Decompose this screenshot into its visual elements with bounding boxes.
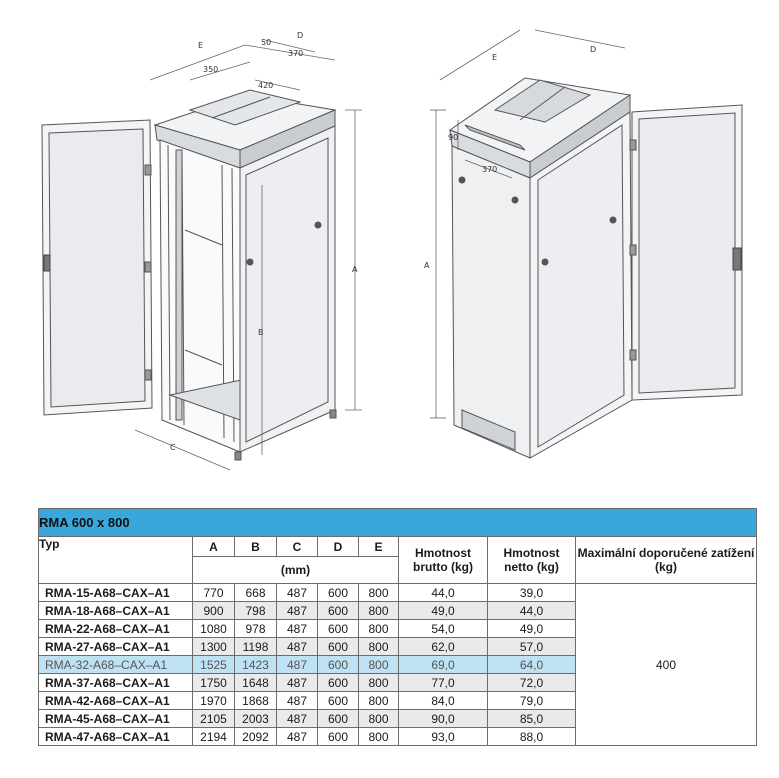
label-e-left: E	[198, 41, 204, 50]
header-e: E	[359, 537, 399, 557]
label-370-right: 370	[482, 165, 498, 174]
cell-brutto: 44,0	[399, 584, 488, 602]
label-b: B	[258, 328, 264, 337]
cell-typ: RMA-32-A68–CAX–A1	[39, 656, 193, 674]
cell-e: 800	[359, 656, 399, 674]
cell-netto: 44,0	[488, 602, 576, 620]
cell-b: 1648	[235, 674, 277, 692]
cell-d: 600	[318, 728, 359, 746]
cell-a: 900	[193, 602, 235, 620]
cell-netto: 88,0	[488, 728, 576, 746]
cell-c: 487	[277, 620, 318, 638]
cell-netto: 39,0	[488, 584, 576, 602]
cell-c: 487	[277, 638, 318, 656]
cell-d: 600	[318, 656, 359, 674]
cell-brutto: 90,0	[399, 710, 488, 728]
label-a-left: A	[352, 265, 358, 274]
cell-c: 487	[277, 656, 318, 674]
header-maxload: Maximální doporučené zatížení (kg)	[576, 537, 757, 584]
cell-b: 1868	[235, 692, 277, 710]
header-unit: (mm)	[193, 557, 399, 584]
cell-e: 800	[359, 692, 399, 710]
cell-d: 600	[318, 692, 359, 710]
right-open-door	[630, 105, 742, 400]
header-b: B	[235, 537, 277, 557]
left-side-panel	[235, 126, 336, 460]
right-cabinet-view	[430, 30, 742, 458]
cell-a: 1525	[193, 656, 235, 674]
cell-c: 487	[277, 710, 318, 728]
table-body	[39, 584, 757, 746]
cell-b: 668	[235, 584, 277, 602]
cell-d: 600	[318, 584, 359, 602]
cell-brutto: 77,0	[399, 674, 488, 692]
cell-a: 2194	[193, 728, 235, 746]
label-50: 50	[261, 38, 272, 47]
cell-a: 1750	[193, 674, 235, 692]
cell-netto: 79,0	[488, 692, 576, 710]
header-typ: Typ	[39, 537, 193, 584]
cell-d: 600	[318, 620, 359, 638]
cell-brutto: 54,0	[399, 620, 488, 638]
cell-brutto: 69,0	[399, 656, 488, 674]
cell-a: 770	[193, 584, 235, 602]
cell-b: 798	[235, 602, 277, 620]
header-brutto: Hmotnost brutto (kg)	[399, 537, 488, 584]
cell-b: 1198	[235, 638, 277, 656]
cell-brutto: 93,0	[399, 728, 488, 746]
cell-a: 1300	[193, 638, 235, 656]
cell-c: 487	[277, 728, 318, 746]
label-350: 350	[203, 65, 219, 74]
label-e-right: E	[492, 53, 498, 62]
left-open-door	[42, 120, 152, 415]
cell-d: 600	[318, 674, 359, 692]
cell-b: 1423	[235, 656, 277, 674]
cell-netto: 57,0	[488, 638, 576, 656]
cell-e: 800	[359, 620, 399, 638]
cell-netto: 85,0	[488, 710, 576, 728]
header-d: D	[318, 537, 359, 557]
header-a: A	[193, 537, 235, 557]
cell-brutto: 62,0	[399, 638, 488, 656]
cell-e: 800	[359, 728, 399, 746]
cell-typ: RMA-27-A68–CAX–A1	[39, 638, 193, 656]
cell-a: 2105	[193, 710, 235, 728]
cell-b: 2003	[235, 710, 277, 728]
cell-c: 487	[277, 674, 318, 692]
cell-typ: RMA-37-A68–CAX–A1	[39, 674, 193, 692]
cell-e: 800	[359, 602, 399, 620]
left-cabinet-view	[42, 40, 362, 470]
cell-typ: RMA-22-A68–CAX–A1	[39, 620, 193, 638]
cell-d: 600	[318, 638, 359, 656]
cell-brutto: 49,0	[399, 602, 488, 620]
cell-e: 800	[359, 674, 399, 692]
cell-b: 2092	[235, 728, 277, 746]
cell-a: 1970	[193, 692, 235, 710]
label-d-left: D	[297, 31, 304, 40]
header-netto: Hmotnost netto (kg)	[488, 537, 576, 584]
cell-typ: RMA-45-A68–CAX–A1	[39, 710, 193, 728]
cell-c: 487	[277, 584, 318, 602]
cell-typ: RMA-47-A68–CAX–A1	[39, 728, 193, 746]
label-d-right: D	[590, 45, 597, 54]
table-title: RMA 600 x 800	[39, 509, 757, 537]
cell-typ: RMA-15-A68–CAX–A1	[39, 584, 193, 602]
label-90: 90	[448, 133, 459, 142]
label-420: 420	[258, 81, 274, 90]
cell-netto: 72,0	[488, 674, 576, 692]
cell-netto: 64,0	[488, 656, 576, 674]
header-c: C	[277, 537, 318, 557]
cell-d: 600	[318, 710, 359, 728]
cell-d: 600	[318, 602, 359, 620]
table-row	[39, 584, 757, 602]
label-370-left: 370	[288, 49, 304, 58]
cell-a: 1080	[193, 620, 235, 638]
cell-e: 800	[359, 584, 399, 602]
cell-maxload: 400	[576, 584, 757, 746]
cell-e: 800	[359, 638, 399, 656]
label-c: C	[170, 443, 176, 452]
cell-typ: RMA-42-A68–CAX–A1	[39, 692, 193, 710]
cell-c: 487	[277, 692, 318, 710]
spec-table	[38, 508, 757, 746]
cell-typ: RMA-18-A68–CAX–A1	[39, 602, 193, 620]
spec-table-container	[38, 508, 756, 746]
cell-netto: 49,0	[488, 620, 576, 638]
label-a-right: A	[424, 261, 430, 270]
cell-b: 978	[235, 620, 277, 638]
cell-brutto: 84,0	[399, 692, 488, 710]
right-side-panel	[452, 146, 530, 458]
cell-c: 487	[277, 602, 318, 620]
cell-e: 800	[359, 710, 399, 728]
